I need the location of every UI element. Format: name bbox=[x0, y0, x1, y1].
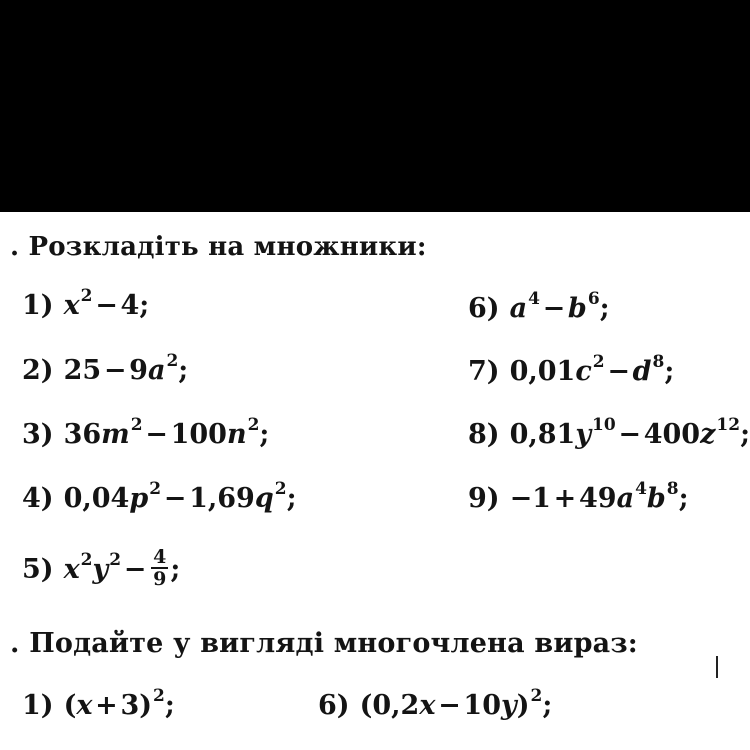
section-1-heading: . Розкладіть на множники: bbox=[10, 232, 427, 262]
item-number: 9) bbox=[468, 483, 500, 514]
exercise-item-2 bbox=[22, 351, 189, 386]
exercise-item-1 bbox=[22, 286, 150, 321]
item-number: 7) bbox=[468, 356, 500, 387]
exercise-item-3 bbox=[22, 415, 270, 450]
math-expression: (x + 3)$^2$; bbox=[63, 686, 175, 721]
item-number: 1) bbox=[22, 290, 54, 321]
exercise-item-4 bbox=[22, 479, 297, 514]
item-number: 4) bbox=[22, 483, 54, 514]
exercise-item-6 bbox=[468, 289, 610, 324]
exercise-item-5 bbox=[22, 546, 181, 591]
item-number: 6) bbox=[468, 293, 500, 324]
item-number: 3) bbox=[22, 419, 54, 450]
item-number: 8) bbox=[468, 419, 500, 450]
text-cursor-mark bbox=[716, 656, 718, 678]
item-number: 6) bbox=[318, 690, 350, 721]
item-number: 2) bbox=[22, 355, 54, 386]
math-expression: $x^2$ − 4; bbox=[63, 286, 150, 321]
math-expression: −1 + $49a^4b^8$; bbox=[509, 479, 689, 514]
math-expression: $x^2y^2$ − $\frac{4}{9}$ ; bbox=[63, 546, 181, 590]
fraction: $\frac{4}{9}$ bbox=[153, 546, 167, 590]
exercise-item-7 bbox=[468, 352, 675, 387]
math-expression: 25 − $9a^2$; bbox=[63, 351, 189, 386]
math-expression: $a^4$ − $b^6$; bbox=[509, 289, 610, 324]
exercise-item-8 bbox=[468, 415, 750, 450]
black-masked-area bbox=[0, 0, 750, 212]
math-expression: $0,04p^2$ − $1,69q^2$; bbox=[63, 479, 297, 514]
exercise-item-2-1 bbox=[22, 686, 175, 721]
exercise-item-9 bbox=[468, 479, 689, 514]
math-expression: (0,2x − 10y)$^2$; bbox=[359, 686, 553, 721]
math-expression: $0,81y^{10}$ − $400z^{12}$; bbox=[509, 415, 750, 450]
math-expression: $36m^2$ − $100n^2$; bbox=[63, 415, 270, 450]
exercise-item-2-6 bbox=[318, 686, 553, 721]
item-number: 1) bbox=[22, 690, 54, 721]
item-number: 5) bbox=[22, 553, 54, 585]
math-expression: $0,01c^2$ − $d^8$; bbox=[509, 352, 675, 387]
section-2-heading: . Подайте у вигляді многочлена вираз: bbox=[10, 628, 638, 659]
